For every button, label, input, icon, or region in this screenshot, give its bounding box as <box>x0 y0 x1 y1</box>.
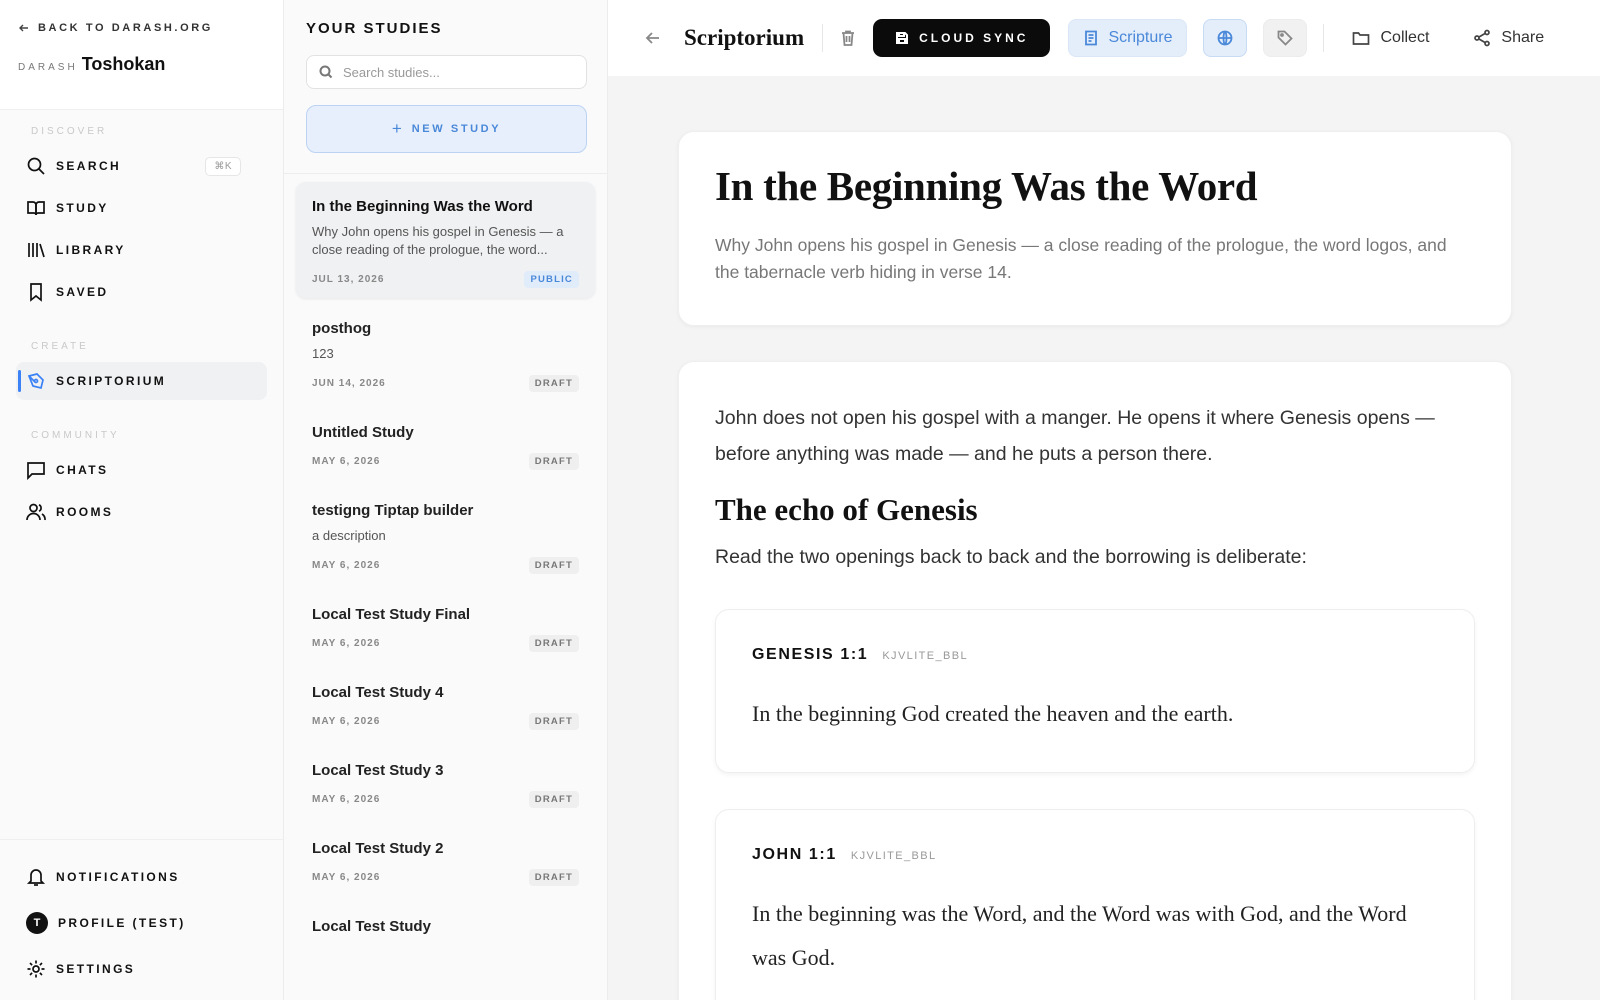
studies-panel <box>284 0 608 1000</box>
library-icon <box>26 240 46 260</box>
study-list-item[interactable] <box>296 486 595 584</box>
nav-item-profile[interactable] <box>16 904 267 942</box>
share-button[interactable] <box>1461 29 1556 47</box>
nav-label-settings: SETTINGS <box>56 962 136 976</box>
verse-reference: GENESIS 1:1 <box>752 646 869 663</box>
document-body-card[interactable] <box>678 361 1512 1000</box>
tag-icon <box>1277 30 1293 46</box>
nav-label-search: SEARCH <box>56 159 122 173</box>
study-date: MAY 6, 2026 <box>312 456 381 467</box>
nav-item-chats[interactable] <box>16 451 267 489</box>
cloud-sync-button[interactable] <box>873 19 1050 57</box>
arrow-left-icon <box>18 22 30 34</box>
section-label-create: CREATE <box>31 341 89 352</box>
collect-label: Collect <box>1380 29 1430 46</box>
nav-label-library: LIBRARY <box>56 243 126 257</box>
nav-item-search[interactable] <box>16 147 267 185</box>
document-icon <box>1083 30 1099 46</box>
study-title: Local Test Study <box>312 918 431 935</box>
status-badge: DRAFT <box>529 453 579 470</box>
nav-label-rooms: ROOMS <box>56 505 114 519</box>
status-badge: DRAFT <box>529 869 579 886</box>
verse-text: In the beginning was the Word, and the Word was with God, and the Word was God. <box>752 901 1407 970</box>
tag-button[interactable] <box>1263 19 1307 57</box>
document-title[interactable]: In the Beginning Was the Word <box>715 163 1258 209</box>
studies-search-input[interactable] <box>306 55 587 89</box>
nav-item-study[interactable] <box>16 189 267 227</box>
study-list-item[interactable] <box>296 668 595 740</box>
nav-label-scriptorium: SCRIPTORIUM <box>56 374 167 388</box>
study-list-item[interactable] <box>296 824 595 896</box>
nav-item-notifications[interactable] <box>16 858 267 896</box>
globe-icon <box>1217 30 1233 46</box>
search-icon <box>26 156 46 176</box>
study-title: In the Beginning Was the Word <box>312 198 533 215</box>
sidebar <box>0 0 284 1000</box>
study-date: JUL 13, 2026 <box>312 274 385 285</box>
scripture-button[interactable] <box>1068 19 1187 57</box>
bell-icon <box>26 867 46 887</box>
users-icon <box>26 502 46 522</box>
verse-block[interactable] <box>715 809 1475 1000</box>
editor-area <box>608 0 1600 1000</box>
divider <box>284 173 607 174</box>
studies-heading: YOUR STUDIES <box>306 20 443 37</box>
section-paragraph[interactable]: Read the two openings back to back and the borrowing is deliberate: <box>715 546 1307 568</box>
study-title: Local Test Study 4 <box>312 684 444 701</box>
plus-icon: + <box>391 119 402 138</box>
study-list-item[interactable] <box>296 182 595 298</box>
collect-button[interactable] <box>1340 29 1441 47</box>
study-meta <box>312 271 579 288</box>
study-description: a description <box>312 528 386 543</box>
document-name: Scriptorium <box>684 25 805 50</box>
bookmark-icon <box>26 282 46 302</box>
back-link-label: BACK TO DARASH.ORG <box>38 22 213 34</box>
study-title: Local Test Study Final <box>312 606 471 623</box>
status-badge: PUBLIC <box>524 271 579 288</box>
share-icon <box>1473 29 1491 47</box>
open-book-icon <box>26 198 46 218</box>
nav-label-study: STUDY <box>56 201 109 215</box>
study-description: 123 <box>312 346 334 361</box>
delete-button[interactable] <box>833 23 863 53</box>
avatar: T <box>26 912 48 934</box>
study-meta <box>312 375 579 392</box>
study-title: Local Test Study 3 <box>312 762 444 779</box>
new-study-label: NEW STUDY <box>411 123 502 135</box>
nav-item-rooms[interactable] <box>16 493 267 531</box>
brand[interactable] <box>18 54 265 75</box>
study-date: MAY 6, 2026 <box>312 794 381 805</box>
share-label: Share <box>1501 29 1545 46</box>
save-disk-icon <box>895 31 909 45</box>
folder-icon <box>1352 29 1370 47</box>
study-title: posthog <box>312 320 372 337</box>
study-meta <box>312 869 579 886</box>
nav-label-chats: CHATS <box>56 463 109 477</box>
document-header-card[interactable] <box>678 131 1512 326</box>
back-button[interactable] <box>638 23 668 53</box>
status-badge: DRAFT <box>529 635 579 652</box>
scripture-label: Scripture <box>1108 29 1173 46</box>
search-shortcut-badge: ⌘K <box>205 157 241 176</box>
globe-button[interactable] <box>1203 19 1247 57</box>
section-label-discover: DISCOVER <box>31 126 108 137</box>
status-badge: DRAFT <box>529 791 579 808</box>
sidebar-header <box>0 0 283 110</box>
study-date: MAY 6, 2026 <box>312 716 381 727</box>
study-meta <box>312 453 579 470</box>
study-list-item[interactable] <box>296 902 595 945</box>
sidebar-footer <box>0 839 283 1000</box>
verse-block[interactable] <box>715 609 1475 773</box>
divider <box>1323 24 1324 52</box>
status-badge: DRAFT <box>529 375 579 392</box>
study-title: testigng Tiptap builder <box>312 502 474 519</box>
section-heading[interactable]: The echo of Genesis <box>715 492 978 527</box>
nav-item-library[interactable] <box>16 231 267 269</box>
cloud-sync-label: CLOUD SYNC <box>919 31 1029 45</box>
nav-label-profile: PROFILE (TEST) <box>58 916 186 930</box>
study-list-item[interactable] <box>296 590 595 662</box>
study-title: Untitled Study <box>312 424 414 441</box>
search-placeholder: Search studies... <box>343 64 440 80</box>
verse-text: In the beginning God created the heaven and the earth. <box>752 701 1234 726</box>
gear-icon <box>26 959 46 979</box>
status-badge: DRAFT <box>529 713 579 730</box>
back-link[interactable] <box>18 22 265 34</box>
verse-translation: KJVLITE_BBL <box>850 850 937 862</box>
nav-item-scriptorium[interactable] <box>16 362 267 400</box>
study-list-item[interactable] <box>296 746 595 818</box>
new-study-button[interactable] <box>306 105 587 153</box>
nav-item-saved[interactable] <box>16 273 267 311</box>
pen-tool-icon <box>26 371 46 391</box>
study-meta <box>312 713 579 730</box>
editor-toolbar <box>608 0 1600 76</box>
study-list-item[interactable] <box>296 408 595 480</box>
chat-bubble-icon <box>26 460 46 480</box>
verse-reference-row <box>752 846 1438 864</box>
study-list-item[interactable] <box>296 304 595 402</box>
status-badge: DRAFT <box>529 557 579 574</box>
study-meta <box>312 557 579 574</box>
verse-reference: JOHN 1:1 <box>752 846 837 863</box>
brand-prefix: DARASH <box>18 62 78 73</box>
search-icon <box>319 65 333 79</box>
nav-label-notifications: NOTIFICATIONS <box>56 870 180 884</box>
study-meta <box>312 791 579 808</box>
verse-translation: KJVLITE_BBL <box>882 650 969 662</box>
study-date: MAY 6, 2026 <box>312 560 381 571</box>
nav-label-saved: SAVED <box>56 285 109 299</box>
study-date: MAY 6, 2026 <box>312 872 381 883</box>
study-meta <box>312 635 579 652</box>
study-title: Local Test Study 2 <box>312 840 444 857</box>
brand-name: Toshokan <box>81 54 166 74</box>
intro-paragraph[interactable]: John does not open his gospel with a manger. He opens it where Genesis opens — before anything was made — and he puts a person there. <box>715 407 1435 465</box>
divider <box>822 24 823 52</box>
section-label-community: COMMUNITY <box>31 430 120 441</box>
nav-item-settings[interactable] <box>16 950 267 988</box>
trash-icon <box>839 29 857 47</box>
arrow-left-icon <box>644 29 662 47</box>
study-date: MAY 6, 2026 <box>312 638 381 649</box>
document-subtitle[interactable]: Why John opens his gospel in Genesis — a close reading of the prologue, the word logos, and the tabernacle verb hiding in verse 14. <box>715 235 1447 282</box>
study-date: JUN 14, 2026 <box>312 378 386 389</box>
study-description: Why John opens his gospel in Genesis — a close reading of the prologue, the word... <box>312 224 564 257</box>
verse-reference-row <box>752 646 1438 664</box>
study-list <box>294 182 597 945</box>
